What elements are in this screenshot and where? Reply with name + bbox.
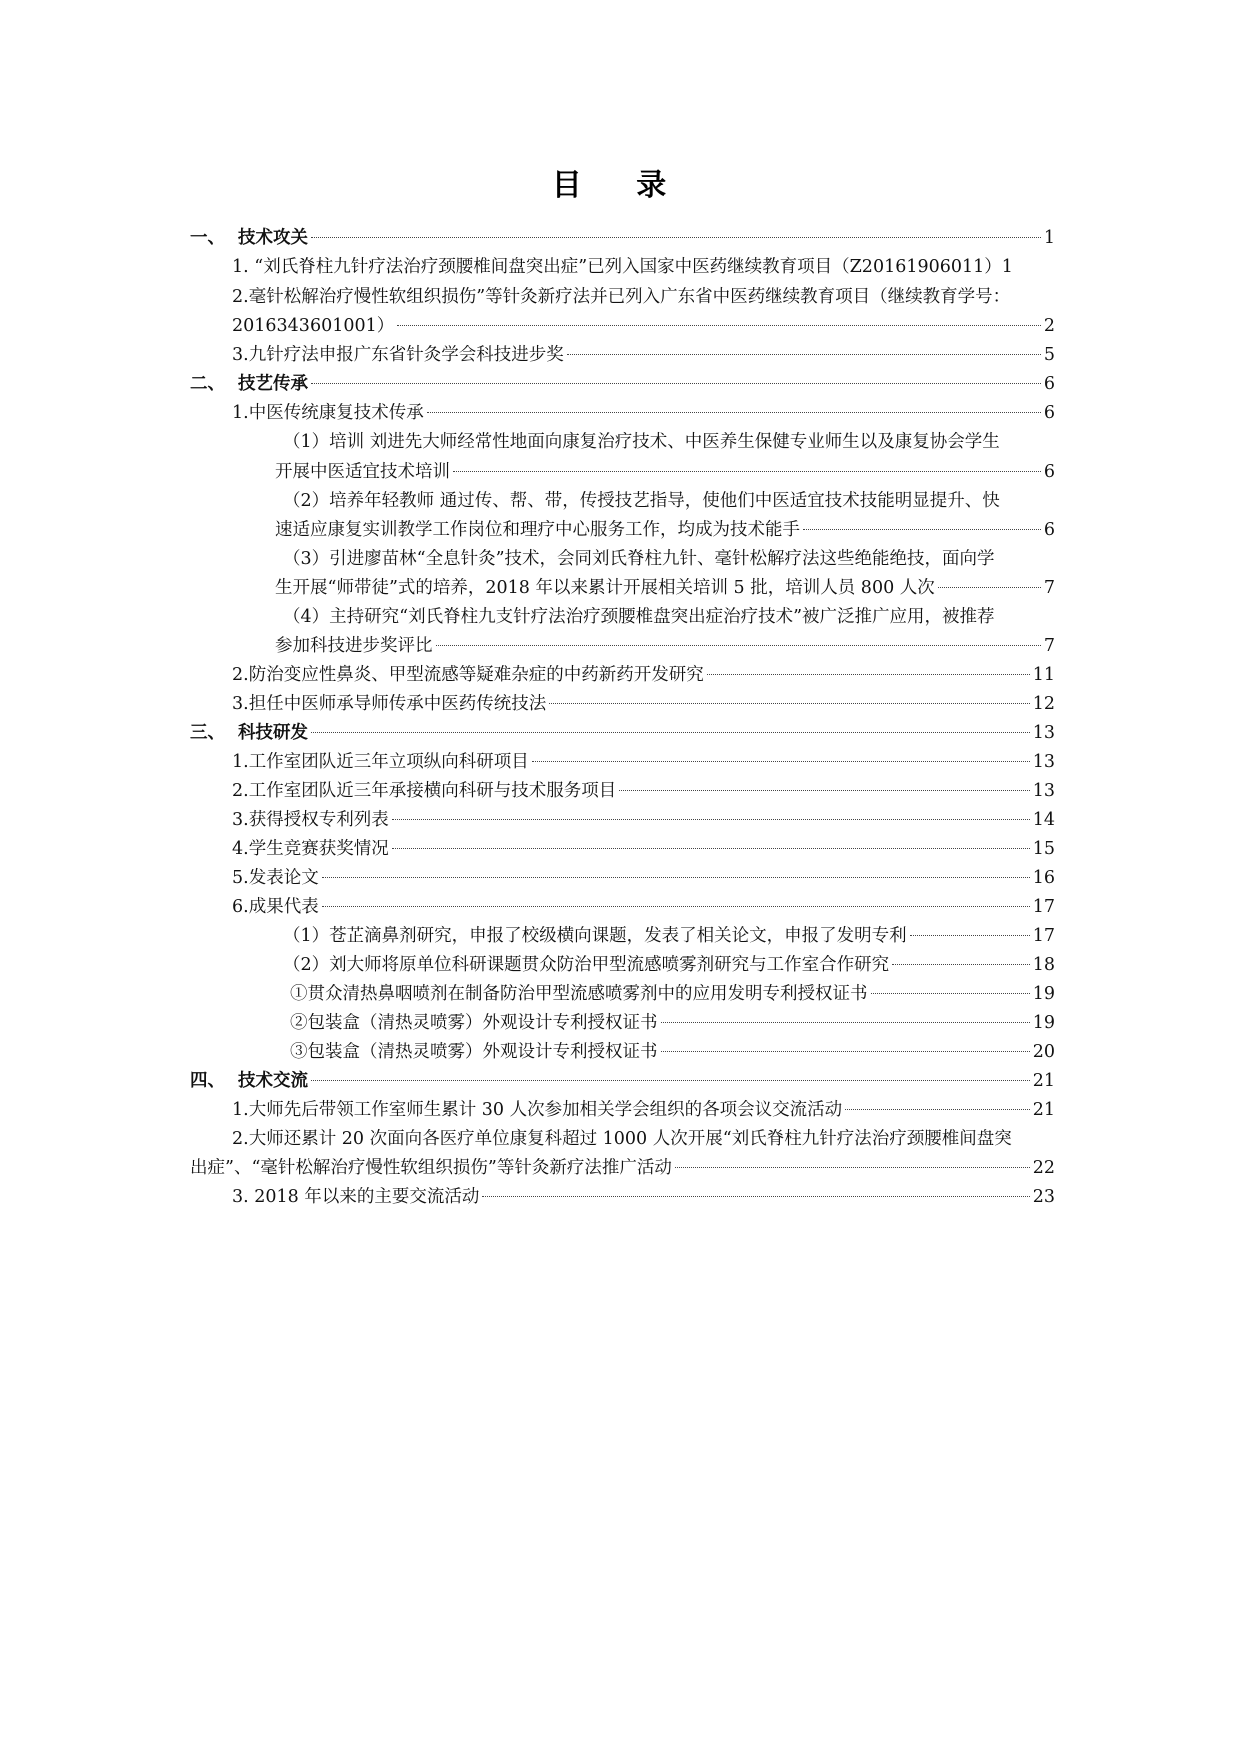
page-number: 12 bbox=[1032, 694, 1055, 714]
entry-label: ②包装盒（清热灵喷雾）外观设计专利授权证书 bbox=[290, 1013, 658, 1033]
toc-entry-1-1[interactable]: 1. “刘氏脊柱九针疗法治疗颈腰椎间盘突出症”已列入国家中医药继续教育项目（Z20161906011）1 bbox=[232, 257, 1013, 277]
toc-entry-1-2[interactable] bbox=[232, 313, 1055, 339]
page-number: 7 bbox=[1043, 636, 1055, 656]
page-number: 13 bbox=[1032, 781, 1055, 801]
dot-leader bbox=[482, 1196, 1029, 1197]
dot-leader bbox=[549, 703, 1030, 704]
toc-entry-2-2[interactable] bbox=[232, 662, 1055, 688]
toc-entry-3-3[interactable] bbox=[232, 807, 1055, 833]
page-number: 11 bbox=[1032, 665, 1055, 685]
page-number: 19 bbox=[1032, 1013, 1055, 1033]
dot-leader bbox=[567, 354, 1041, 355]
page-number: 21 bbox=[1032, 1100, 1055, 1120]
toc-entry-2-1[interactable] bbox=[232, 400, 1055, 426]
entry-label: 2016343601001） bbox=[232, 316, 395, 336]
section-number: 四、 bbox=[190, 1071, 225, 1091]
entry-label: 2.防治变应性鼻炎、甲型流感等疑难杂症的中药新药开发研究 bbox=[232, 665, 704, 685]
dot-leader bbox=[707, 674, 1030, 675]
dot-leader bbox=[910, 935, 1030, 936]
dot-leader bbox=[532, 761, 1030, 762]
toc-entry-2-1-3[interactable] bbox=[275, 575, 1055, 601]
dot-leader bbox=[661, 1051, 1030, 1052]
page-number: 17 bbox=[1032, 926, 1055, 946]
entry-label: 速适应康复实训教学工作岗位和理疗中心服务工作，均成为技术能手 bbox=[275, 520, 800, 540]
entry-label: 生开展“师带徒”式的培养，2018 年以来累计开展相关培训 5 批，培训人员 800 人次 bbox=[275, 578, 935, 598]
entry-label: 2.工作室团队近三年承接横向科研与技术服务项目 bbox=[232, 781, 617, 801]
dot-leader bbox=[322, 877, 1030, 878]
entry-label: 3.九针疗法申报广东省针灸学会科技进步奖 bbox=[232, 345, 564, 365]
toc-entry-4-2[interactable] bbox=[190, 1155, 1055, 1181]
toc-entry-2-1-2[interactable] bbox=[275, 517, 1055, 543]
page-number: 13 bbox=[1032, 723, 1055, 743]
entry-label: 3.担任中医师承导师传承中医药传统技法 bbox=[232, 694, 547, 714]
page-number: 21 bbox=[1032, 1071, 1055, 1091]
dot-leader bbox=[311, 383, 1041, 384]
page-number: 6 bbox=[1043, 374, 1055, 394]
toc-entry-4-3[interactable] bbox=[232, 1184, 1055, 1210]
toc-entry-1-3[interactable] bbox=[232, 342, 1055, 368]
dot-leader bbox=[322, 906, 1030, 907]
section-label: 技艺传承 bbox=[238, 374, 308, 394]
toc-section-2[interactable] bbox=[190, 371, 1055, 397]
entry-label: 参加科技进步奖评比 bbox=[275, 636, 433, 656]
page-number: 17 bbox=[1032, 897, 1055, 917]
dot-leader bbox=[436, 645, 1041, 646]
toc-entry-2-1-4[interactable] bbox=[275, 633, 1055, 659]
page-number: 14 bbox=[1032, 810, 1055, 830]
dot-leader bbox=[397, 325, 1041, 326]
section-number: 二、 bbox=[190, 374, 225, 394]
toc-entry-2-1-1[interactable] bbox=[275, 459, 1055, 485]
toc-entry-2-1-4-line1[interactable]: （4）主持研究“刘氏脊柱九支针疗法治疗颈腰椎盘突出症治疗技术”被广泛推广应用，被推荐 bbox=[283, 607, 995, 627]
dot-leader bbox=[392, 848, 1030, 849]
page-number: 1 bbox=[1043, 228, 1055, 248]
page-number: 5 bbox=[1043, 345, 1055, 365]
toc-entry-4-2-line1[interactable]: 2.大师还累计 20 次面向各医疗单位康复科超过 1000 人次开展“刘氏脊柱九针疗法治疗颈腰椎间盘突 bbox=[232, 1129, 1012, 1149]
entry-label: ③包装盒（清热灵喷雾）外观设计专利授权证书 bbox=[290, 1042, 658, 1062]
dot-leader bbox=[311, 732, 1030, 733]
dot-leader bbox=[311, 1080, 1030, 1081]
page-number: 6 bbox=[1043, 520, 1055, 540]
toc-entry-2-1-3-line1[interactable]: （3）引进廖苗林“全息针灸”技术，会同刘氏脊柱九针、毫针松解疗法这些绝能绝技，面向学 bbox=[283, 549, 995, 569]
entry-label: 4.学生竞赛获奖情况 bbox=[232, 839, 389, 859]
toc-entry-4-1[interactable] bbox=[232, 1097, 1055, 1123]
page-number: 23 bbox=[1032, 1187, 1055, 1207]
entry-label: 6.成果代表 bbox=[232, 897, 319, 917]
section-label: 科技研发 bbox=[238, 723, 308, 743]
dot-leader bbox=[871, 993, 1030, 994]
toc-entry-2-1-1-line1[interactable]: （1）培训 刘进先大师经常性地面向康复治疗技术、中医养生保健专业师生以及康复协会学生 bbox=[283, 432, 1000, 452]
page-number: 15 bbox=[1032, 839, 1055, 859]
dot-leader bbox=[892, 964, 1030, 965]
entry-label: 1.大师先后带领工作室师生累计 30 人次参加相关学会组织的各项会议交流活动 bbox=[232, 1100, 843, 1120]
entry-label: 3.获得授权专利列表 bbox=[232, 810, 389, 830]
entry-label: 3. 2018 年以来的主要交流活动 bbox=[232, 1187, 480, 1207]
section-number: 一、 bbox=[190, 228, 225, 248]
toc-entry-2-3[interactable] bbox=[232, 691, 1055, 717]
dot-leader bbox=[619, 790, 1030, 791]
entry-label: 出症”、“毫针松解治疗慢性软组织损伤”等针灸新疗法推广活动 bbox=[190, 1158, 672, 1178]
toc-entry-3-4[interactable] bbox=[232, 836, 1055, 862]
entry-label: （2）刘大师将原单位科研课题贯众防治甲型流感喷雾剂研究与工作室合作研究 bbox=[283, 955, 890, 975]
entry-label: 1.中医传统康复技术传承 bbox=[232, 403, 424, 423]
entry-label: 5.发表论文 bbox=[232, 868, 319, 888]
dot-leader bbox=[661, 1022, 1030, 1023]
toc-section-4[interactable] bbox=[190, 1068, 1055, 1094]
toc-entry-3-6-c[interactable] bbox=[290, 1039, 1055, 1065]
toc-entry-3-6[interactable] bbox=[232, 894, 1055, 920]
dot-leader bbox=[938, 587, 1041, 588]
page-number: 19 bbox=[1032, 984, 1055, 1004]
entry-label: 1.工作室团队近三年立项纵向科研项目 bbox=[232, 752, 529, 772]
section-label: 技术攻关 bbox=[238, 228, 308, 248]
toc-section-3[interactable] bbox=[190, 720, 1055, 746]
dot-leader bbox=[427, 412, 1041, 413]
entry-label: ①贯众清热鼻咽喷剂在制备防治甲型流感喷雾剂中的应用发明专利授权证书 bbox=[290, 984, 868, 1004]
page-number: 2 bbox=[1043, 316, 1055, 336]
toc-section-1[interactable] bbox=[190, 225, 1055, 251]
page-number: 6 bbox=[1043, 403, 1055, 423]
dot-leader bbox=[311, 237, 1041, 238]
page-number: 20 bbox=[1032, 1042, 1055, 1062]
toc-entry-3-6-1[interactable] bbox=[283, 923, 1055, 949]
page-number: 18 bbox=[1032, 955, 1055, 975]
section-number: 三、 bbox=[190, 723, 225, 743]
page-number: 7 bbox=[1043, 578, 1055, 598]
dot-leader bbox=[845, 1109, 1030, 1110]
section-label: 技术交流 bbox=[238, 1071, 308, 1091]
toc-entry-3-2[interactable] bbox=[232, 778, 1055, 804]
toc-entry-3-5[interactable] bbox=[232, 865, 1055, 891]
toc-entry-3-6-b[interactable] bbox=[290, 1010, 1055, 1036]
page-number: 16 bbox=[1032, 868, 1055, 888]
dot-leader bbox=[392, 819, 1030, 820]
toc-entry-3-1[interactable] bbox=[232, 749, 1055, 775]
toc-entry-1-2-line1[interactable]: 2.毫针松解治疗慢性软组织损伤”等针灸新疗法并已列入广东省中医药继续教育项目（继续教育学号： bbox=[232, 287, 1011, 307]
page-number: 6 bbox=[1043, 462, 1055, 482]
entry-label: （1）苍芷滴鼻剂研究，申报了校级横向课题，发表了相关论文，申报了发明专利 bbox=[283, 926, 907, 946]
toc-entry-3-6-2[interactable] bbox=[283, 952, 1055, 978]
entry-label: 开展中医适宜技术培训 bbox=[275, 462, 450, 482]
dot-leader bbox=[453, 471, 1041, 472]
page-title: 目 录 bbox=[551, 168, 689, 203]
page-number: 13 bbox=[1032, 752, 1055, 772]
page-number: 22 bbox=[1032, 1158, 1055, 1178]
dot-leader bbox=[675, 1167, 1030, 1168]
dot-leader bbox=[803, 529, 1041, 530]
toc-entry-2-1-2-line1[interactable]: （2）培养年轻教师 通过传、帮、带，传授技艺指导，使他们中医适宜技术技能明显提升、快 bbox=[283, 491, 1000, 511]
toc-entry-3-6-a[interactable] bbox=[290, 981, 1055, 1007]
